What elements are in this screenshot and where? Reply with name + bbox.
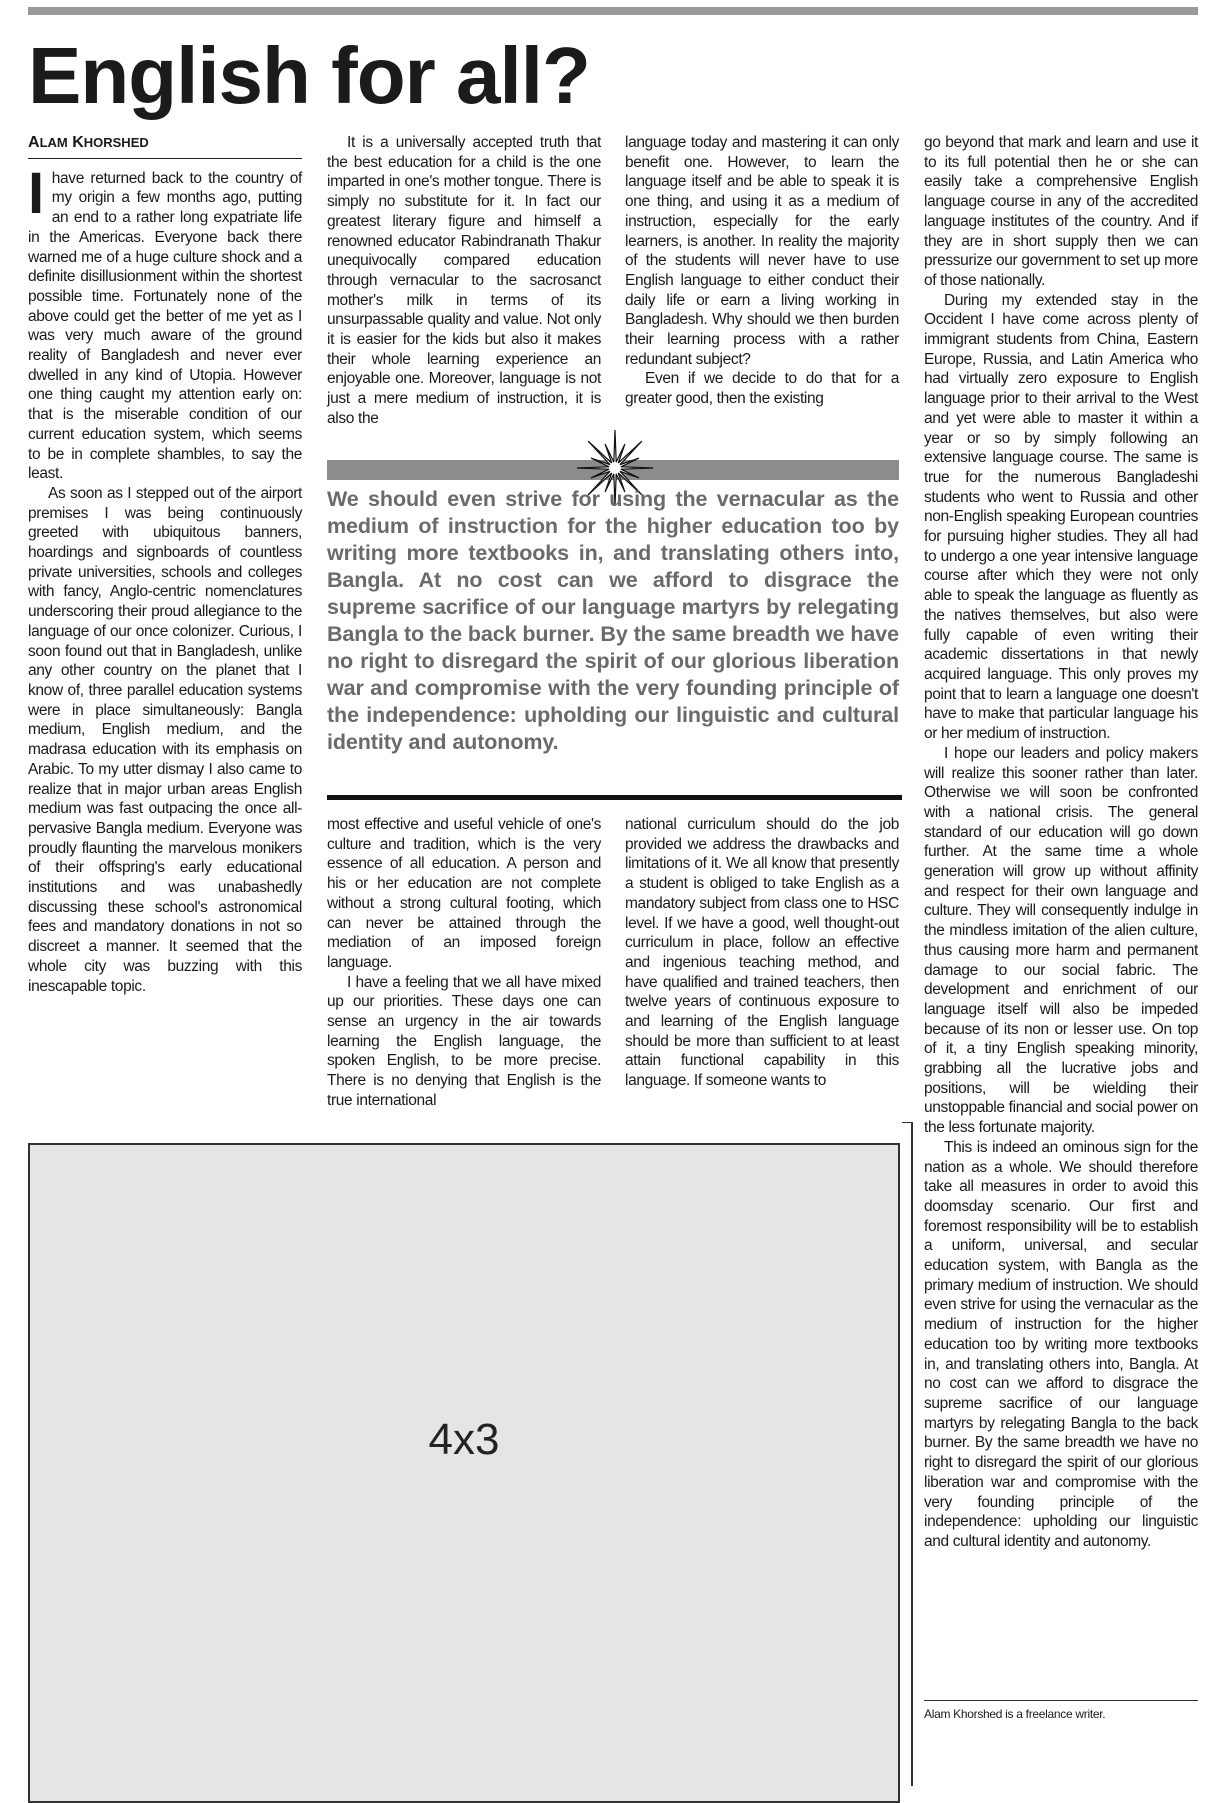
paragraph: national curriculum should do the job provided we address the drawbacks and limitations of it. We all know that presently a student is obliged to take English as a mandatory subject from class one to HSC level. If we have a good, well thought-out curriculum in place, follow an effective and ingenious teaching method, and have qualified and trained teachers, then twelve years of continuous exposure to and learning of the English language should be more than sufficient to at least attain functional capability in this language. If someone wants to — [625, 816, 899, 1090]
column-divider — [911, 1122, 913, 1786]
column-1 — [28, 133, 302, 996]
column-2-bottom — [327, 815, 601, 1111]
pull-quote: We should even strive for using the vernacular as the medium of instruction for the higher education too by writing more textbooks in, and translating others into, Bangla. At no cost can we afford to disgrace the supreme sacrifice of our language martyrs by relegating Bangla to the back burner. By the same breadth we have no right to disregard the spirit of our glorious liberation war and compromise with the very founding principle of the independence: upholding our linguistic and cultural identity and autonomy. — [327, 487, 899, 754]
column-3-top — [625, 133, 899, 409]
paragraph: go beyond that mark and learn and use it to its full potential then he or she can easily take a comprehensive English language course in any of the accredited language institutes of the country. And if they are in short supply then we can pressurize our government to set up more of those nationally. — [924, 134, 1198, 289]
pull-quote-rule — [327, 795, 902, 800]
column-4 — [924, 133, 1198, 1552]
paragraph: During my extended stay in the Occident I have come across plenty of immigrant students from China, Eastern Europe, Russia, and Latin America who had virtually zero exposure to English language prior to their arrival to the West and yet were able to master it within a year or so by simply following an extensive language course. The same is true for the numerous Bangladeshi students who went to Russia and other non-English speaking European countries for pursuing higher studies. They all had to undergo a one year intensive language course after which they were not only able to speak the language as fluently as the natives themselves, but also were fully capable of even writing their academic dissertations in that newly acquired language. This only proves my point that to learn a language one doesn't have to make that particular language his or her medium of instruction. — [924, 291, 1198, 743]
paragraph: I hope our leaders and policy makers will realize this sooner rather than later. Otherwise we will soon be confronted with a national crisis. The general standard of our education will go down further. At the same time a whole generation will grow up without affinity and respect for their own language and culture. They will consequently indulge in the mindless imitation of the alien culture, thus causing more harm and permanent damage to our social fabric. The development and enrichment of our language itself will also be impeded because of its non or lesser use. On top of it, a tiny English speaking minority, grabbing all the lucrative jobs and positions, will be wielding their unstoppable financial and social power on the less fortunate majority. — [924, 744, 1198, 1137]
paragraph: I have a feeling that we all have mixed up our priorities. These days one can sense an urgency in the air towards learning the English language, the spoken English, to be more precise. There is no denying that English is the true international — [327, 973, 601, 1109]
paragraph: This is indeed an ominous sign for the nation as a whole. We should therefore take all measures in order to avoid this doomsday scenario. Our first and foremost responsibility will be to establish a uniform, universal, and secular education system, with Bangla as the primary medium of instruction. We should even strive for using the vernacular as the medium of instruction for the higher education too by writing more textbooks in, and translating others into, Bangla. At no cost can we afford to disgrace the supreme sacrifice of our language martyrs by relegating Bangla to the back burner. By the same breadth we have no right to disregard the spirit of our glorious liberation war and compromise with the very founding principle of the independence: upholding our linguistic and cultural identity and autonomy. — [924, 1138, 1198, 1550]
column-2-top — [327, 133, 601, 429]
paragraph: most effective and useful vehicle of one's culture and tradition, which is the very essence of all education. A person and his or her education are not complete without a strong cultural footing, which can never be attained through the mediation of an imposed foreign language. — [327, 816, 601, 971]
column-3-bottom — [625, 815, 899, 1091]
top-rule — [28, 7, 1198, 15]
headline: English for all? — [28, 31, 590, 120]
paragraph: language today and mastering it can only benefit one. However, to learn the language itself and be able to speak it is one thing, and using it as a medium of instruction, especially for the early learners, is another. In reality the majority of the students will never have to use English language to either conduct their daily life or earn a living working in Bangladesh. Why should we then burden their learning process with a rather redundant subject? — [625, 134, 899, 368]
paragraph: Even if we decide to do that for a greater good, then the existing — [625, 370, 899, 408]
byline: ALAM KHORSHED — [28, 133, 302, 159]
author-credit: Alam Khorshed is a freelance writer. — [924, 1700, 1198, 1721]
paragraph: As soon as I stepped out of the airport premises I was being continuously greeted with ubiquitous banners, hoardings and signboards of countless private universities, schools and colleges with fancy, Anglo-centric nomenclatures underscoring their proud allegiance to the language of our once colonizer. Curious, I soon found out that in Bangladesh, unlike any other country on the planet that I know of, three parallel education systems were in place simultaneously: Bangla medium, English medium, and the madrasa education with its emphasis on Arabic. To my utter dismay I also came to realize that in major urban areas English medium was fast outpacing the once all-pervasive Bangla medium. Everyone was proudly flaunting the marvelous monikers of their offspring's early educational institutions and was unabashedly discussing these school's astronomical fees and mandatory donations in not so discreet a manner. It seemed that the whole city was buzzing with this inescapable topic. — [28, 484, 302, 995]
drop-cap: I — [28, 160, 44, 226]
paragraph: Ihave returned back to the country of my origin a few months ago, putting an end to a rather long expatriate life in the Americas. Everyone back there warned me of a huge culture shock and a definite disillusionment within the shortest possible time. Fortunately none of the above could get the better of me yet as I was very much aware of the ground reality of Bangladesh and never ever dwelled in any kind of Utopia. However one thing caught my attention early on: that is the miserable condition of our current education system, which seems to be in complete shambles, to say the least. — [28, 160, 302, 483]
ad-placeholder[interactable] — [28, 1143, 900, 1803]
ad-size-label: 4x3 — [428, 1415, 500, 1464]
paragraph: It is a universally accepted truth that the best education for a child is the one imparted in one's mother tongue. There is simply no substitute for it. In fact our greatest literary figure and himself a renowned educator Rabindranath Thakur unequivocally compared education through vernacular to the sacrosanct mother's milk in terms of its unsurpassable quality and value. Not only it is easier for the kids but also it makes their whole learning experience an enjoyable one. Moreover, language is not just a mere medium of instruction, it is also the — [327, 134, 601, 427]
